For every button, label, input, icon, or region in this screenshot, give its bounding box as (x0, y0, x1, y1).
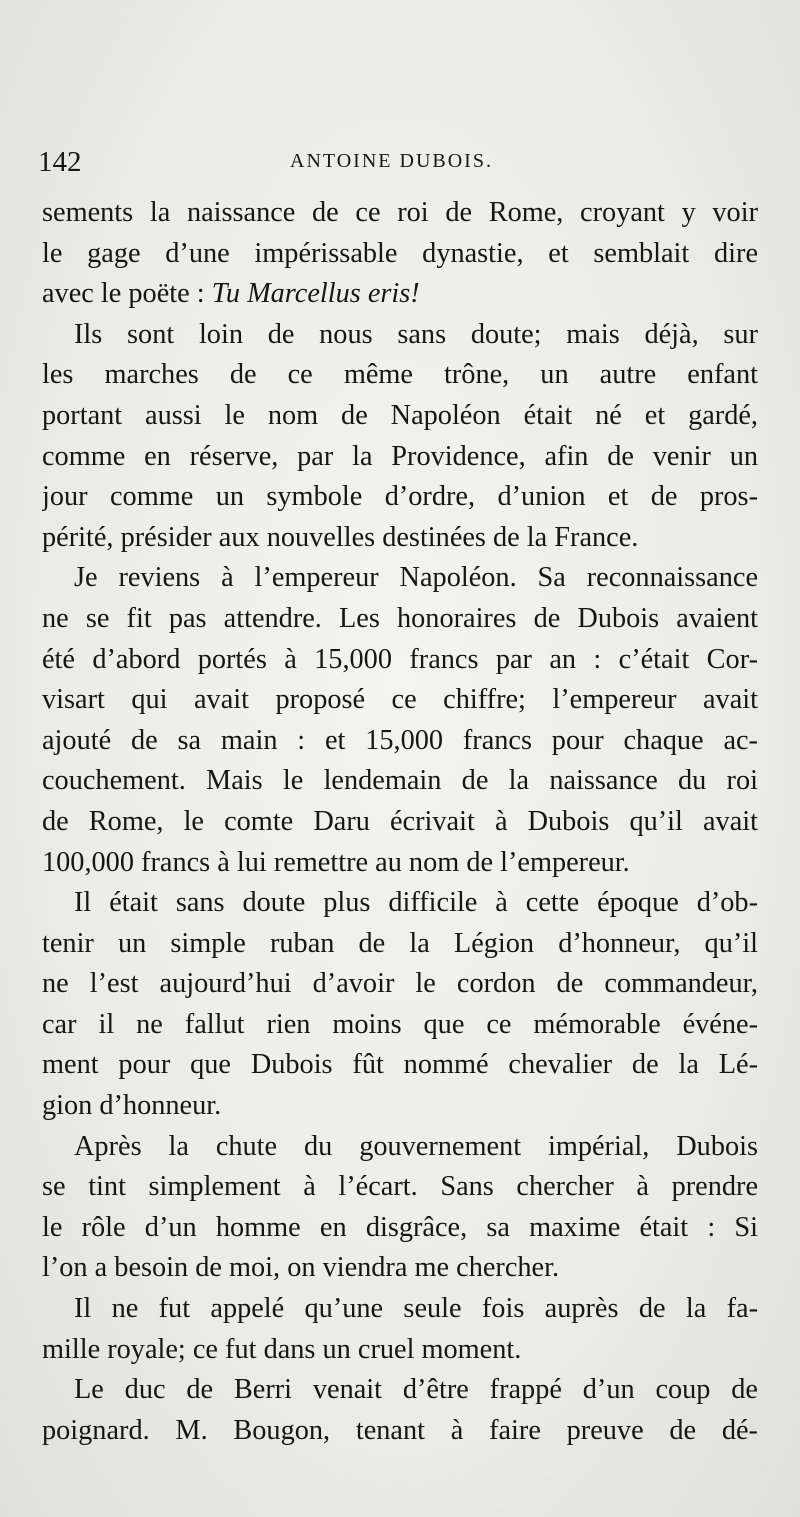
text-line: ajouté de sa main : et 15,000 francs pour chaque ac- (42, 724, 758, 756)
text-line: poignard. M. Bougon, tenant à faire preuve de dé- (42, 1414, 758, 1446)
text-line: Après la chute du gouvernement impérial, Dubois (74, 1130, 758, 1162)
text-line: été d’abord portés à 15,000 francs par an : c’était Cor- (42, 643, 758, 675)
page-number: 142 (38, 146, 82, 178)
text-line: l’on a besoin de moi, on viendra me chercher. (42, 1252, 560, 1284)
text-line: Le duc de Berri venait d’être frappé d’un coup de (74, 1374, 758, 1406)
text-line: comme en réserve, par la Providence, afin de venir un (42, 440, 758, 472)
text-line: périté, présider aux nouvelles destinées de la France. (42, 521, 639, 553)
text-line: ment pour que Dubois fût nommé chevalier de la Lé- (42, 1049, 758, 1081)
text-line: ne se fit pas attendre. Les honoraires de Dubois avaient (42, 602, 758, 634)
italic-quote: Tu Marcellus eris! (211, 278, 420, 310)
running-head: ANTOINE DUBOIS. (290, 150, 493, 172)
text-line: sements la naissance de ce roi de Rome, croyant y voir (42, 197, 758, 228)
text-line: 100,000 francs à lui remettre au nom de l’empereur. (42, 846, 630, 878)
text-line: les marches de ce même trône, un autre enfant (42, 359, 758, 391)
body-text (42, 193, 758, 1451)
text-line: Ils sont loin de nous sans doute; mais déjà, sur (74, 318, 758, 350)
text-line: le rôle d’un homme en disgrâce, sa maxime était : Si (42, 1211, 758, 1243)
text-line: se tint simplement à l’écart. Sans chercher à prendre (42, 1171, 758, 1203)
page-header (38, 146, 758, 186)
text-line: visart qui avait proposé ce chiffre; l’empereur avait (42, 684, 758, 716)
text-line: couchement. Mais le lendemain de la naissance du roi (42, 765, 758, 797)
text-line: le gage d’une impérissable dynastie, et semblait dire (42, 237, 758, 269)
text-line: jour comme un symbole d’ordre, d’union et de pros- (42, 481, 758, 513)
text-line: Je reviens à l’empereur Napoléon. Sa reconnaissance (74, 562, 758, 594)
text-line: portant aussi le nom de Napoléon était né et gardé, (42, 399, 758, 431)
text-line: tenir un simple ruban de la Légion d’honneur, qu’il (42, 927, 758, 959)
text-line: de Rome, le comte Daru écrivait à Dubois qu’il avait (42, 805, 758, 837)
text-line: ne l’est aujourd’hui d’avoir le cordon de commandeur, (42, 968, 758, 1000)
text-line (42, 274, 758, 315)
text-segment: avec le poëte : (42, 278, 212, 310)
text-line: Il ne fut appelé qu’une seule fois auprès de la fa- (74, 1293, 758, 1325)
text-line: car il ne fallut rien moins que ce mémorable événe- (42, 1008, 758, 1040)
text-line: Il était sans doute plus difficile à cette époque d’ob- (74, 887, 758, 919)
text-line: gion d’honneur. (42, 1090, 222, 1122)
text-line: mille royale; ce fut dans un cruel moment. (42, 1333, 522, 1365)
